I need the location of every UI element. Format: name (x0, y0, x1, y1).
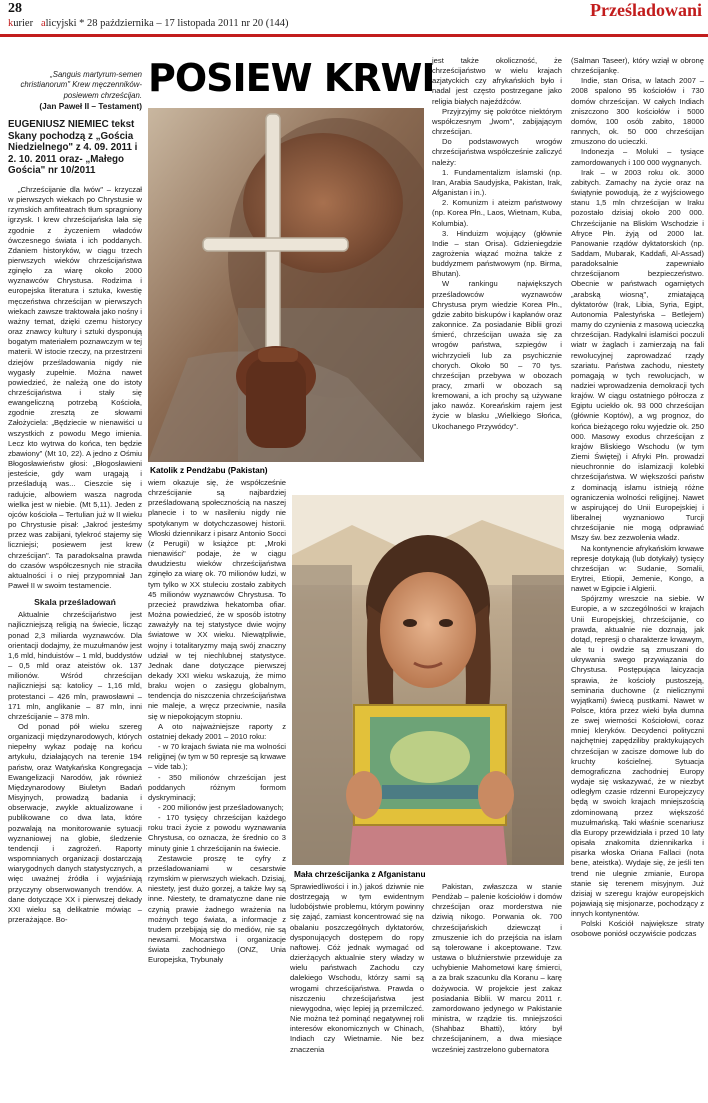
page-number: 28 (8, 1, 22, 16)
section-title: Prześladowani (590, 0, 702, 20)
body-paragraph: Spójrzmy wreszcie na siebie. W Europie, a w szczególności w krajach Unii Europejskiej, chrześcijanie, co prawda, aktualnie nie doznają, jak dotąd, represji o charakterze krwawym, ale tu i owdzie są zmuszani do ukrywania swego przywiązania do Chrystusa. Postępująca laicyzacja sprawia, że kościoły pustoszeją, seminaria duchowne (z nielicznymi wyjątkami) świecą pustkami. Nawet w Polsce, która przez wieki była dumna ze swej wierności Kościołowi, coraz mniej kleryków. Decydenci polityczni najchętniej zapędziliby praktykujących chrześcijan w zacisze domowe lub do kruchty kościelnej. Sytuacja demograficzna zachodniej Europy wydaje się wskazywać, że w niezbyt odległym czasie rdzenni Europejczycy będą w swoich krajach mniejszością zdominowaną przez większość muzułmańską. Taki właśnie scenariusz dla Europy przewidziała i przed 10 laty opisała znakomita dziennikarka i pisarka włoska Oriana Fallaci (nota bene, ateistka). Wydaje się, że jeśli ten trend nie ulegnie zmianie, Europa stanie się terenem misyjnym. Już dzisiaj w szeregu krajów europejskich pojawiają się misjonarze, pochodzący z innych kontynentów. (571, 594, 704, 919)
body-paragraph: (Salman Taseer), który wziął w obronę chrześcijankę. (571, 56, 704, 76)
pub-initial-k: k (8, 18, 14, 29)
body-paragraph: - 170 tysięcy chrześcijan każdego roku traci życie z powodu wyznawania Chrystusa, co oznacza, że średnio co 3 minuty ginie 1 chrześcijanin na świecie. (148, 813, 286, 853)
header-rule (0, 34, 708, 37)
photo-girl-caption: Mała chrześcijanka z Afganistanu (294, 869, 426, 879)
column-5 (571, 56, 704, 1100)
photo-girl-image (292, 495, 564, 865)
photo-cross-caption: Katolik z Pendżabu (Pakistan) (150, 465, 268, 475)
body-paragraph: - 350 milionów chrześcijan jest poddanych różnym formom dyskryminacji; (148, 772, 286, 802)
photo-cross (148, 108, 424, 462)
body-paragraph: Od ponad pół wieku szereg organizacji międzynarodowych, których niepełny wykaz podaję na końcu artykułu, działających na terenie 194 państw, oraz Watykańska Kongregacja Ewangelizacji Narodów, jak również Międzynarodowy Biuletyn Badań Misyjnych, prowadzą badania i obserwacje, zwykle aktualizowane i publikowane co dwa lata, które pozwalają na monitorowanie sytuacji wyznaniowej na globie, śledzenie tendencji i zagrożeń. Raporty wspomnianych organizacji dostarczają wiarygodnych danych statystycznych, a więc uważnej źródła i wyjaśniają przyczyny obserwowanych trendów. A dane dotyczące XX i pierwszej dekady XXI wieku są delikatnie mówiąc – przerażające. Bo- (8, 722, 142, 924)
body-paragraph: 2. Komunizm i ateizm państwowy (np. Korea Płn., Laos, Wietnam, Kuba, Kolumbia). (432, 198, 562, 228)
body-paragraph: 1. Fundamentalizm islamski (np. Iran, Arabia Saudyjska, Pakistan, Irak, Afganistan i in.). (432, 167, 562, 198)
column-4-top (432, 56, 562, 488)
body-paragraph: wiem okazuje się, że współcześnie chrześcijanie są najbardziej prześladowaną społecznością na naszej planecie i to w nasileniu nigdy nie spotykanym w dotychczasowej historii. Włoski dziennikarz i pisarz Antonio Socci (z Perugii) w książce pt: „Mroki nienawiści" podaje, że w ciągu dwudziestu wieków chrześcijaństwa zginęło za wiarę ok. 70 milionów ludzi, w tym tylko w XX stuleciu zostało zabitych 45 milionów wyznawców Chrystusa. To przecież prawdziwa hekatomba ofiar. Można powiedzieć, że w sposób istotny zaważyły na tej statystyce dwie wojny światowe w XX wieku. Niewątpliwie, wojny i totalitaryzmy mają swój znaczny udział w tej niechlubnej statystyce. Jednak dane dotyczące pierwszej dekady XXI wieku wskazują, że mimo braku wojen o zasięgu globalnym, tendencja do niszczenia chrześcijaństwa nie maleje, a wręcz przeciwnie, nasila się w niepokojącym stopniu. (148, 478, 286, 721)
column-1 (8, 70, 142, 1100)
column-2 (148, 478, 286, 1100)
body-paragraph: 3. Hinduizm wojujący (głównie Indie – stan Orisa). Gdzieniegdzie zagrożenia wiązać można także z buddyzmem państwowym (np. Birma, Bhutan). (432, 228, 562, 279)
body-paragraph: W rankingu największych prześladowców wyznawców Chrystusa prym wiedzie Korea Płn., gdzie zabito biskupów i kapłanów oraz zakonnice. Za posiadanie Biblii grozi śmierć, chrześcijan uważa się za wrogów państwa, szpiegów i wichrzycieli lub za psychicznie chorych. Około 50 – 70 tys. chrześcijan przebywa w obozach pracy, zmarli w obozach są kremowani, a ich prochy są używane jako nawóz. Koreańskim rajem jest życie w blasku „Wielkiego Słońca, Ukochanego Przywódcy". (432, 279, 562, 431)
body-paragraph: Do podstawowych wrogów chrześcijaństwa współcześnie zaliczyć należy: (432, 137, 562, 167)
body-paragraph: Przyjrzyjmy się pokrótce niektórym współczesnym „lwom", zabijającym chrześcijan. (432, 106, 562, 137)
pub-initial-a: a (40, 18, 46, 29)
body-paragraph: Indonezja – Moluki – tysiące zamordowanych i 100 000 wygnanych. (571, 147, 704, 167)
subheading: Skala prześladowań (34, 597, 116, 608)
issue-date: * 28 października – 17 listopada 2011 nr 20 (144) (79, 18, 289, 29)
body-paragraph: Zestawcie proszę te cyfry z prześladowaniami w cesarstwie rzymskim w pierwszych wiekach. Dzisiaj, niestety, jest dużo gorzej, a także lwy są inne. Niestety, te dramatyczne dane nie czynią prawie żadnego wrażenia na możnych tego świata, a informacje z trudem przebijają się do mediów, nie są newsami. Mocarstwa i organizacje świata zachodniego (ONZ, Unia Europejska, Trybunały (148, 853, 286, 965)
photo-girl (292, 495, 564, 865)
body-paragraph: - w 70 krajach świata nie ma wolności religijnej (w tym w 50 represje są krwawe – vide tab.); (148, 742, 286, 772)
issue-line: kurier alicyjski * 28 października – 17 listopada 2011 nr 20 (144) (8, 18, 289, 29)
body-paragraph: Sprawiedliwości i in.) jakoś dziwnie nie dostrzegają w tym ewidentnym ludobójstwie problemu, którym powinny się zająć, zamiast koncentrować się na obalaniu poszczególnych dyktatorów, dysponujących dostępem do ropy naftowej. Cóż jednak wymagać od dzierżących aktualnie stery władzy w wielu państwach Zachodu czy dalekiego Wschodu, którzy sami są wrogami chrześcijaństwa. Prawda o niszczeniu chrześcijaństwa jest niewygodna, więc lepiej ją przemilczeć. Nie można też pominąć negatywnej roli interesów ekonomicznych w Chinach, Indiach czy Wietnamie. Nie bez znaczenia (290, 882, 424, 1054)
body-paragraph: Irak – w 2003 roku ok. 3000 zabitych. Zamachy na życie oraz na świątynie powodują, że z wyjściowego stanu 1,5 mln chrześcijan w Iraku pozostało dzisiaj około 200 000. Chrześcijanie na Bliskim Wschodzie i Afryce Płn. żyją od 2000 lat. Panowanie rządów dyktatorskich (np. Saddam, Mubarak, Kaddafi, Al-Assad) paradoksalnie zapewniało chrześcijanom bezpieczeństwo. Obecnie w państwach ogarniętych „arabską wiosną", zmiatającą dyktatorów (Irak, Libia, Syria, Egipt, Autonomia Palestyńska – Betlejem) mamy do czynienia z masową ucieczką chrześcijan. Radykalni islamiści poczuli wiatr w żaglach i zamierzają na fali rewolucyjnej zaprowadzać rządy szariatu. Państwa zachodu, niestety pomagają w tych rewolucjach, w nadziei wprowadzenia demokracji tych krajów. W ciągu ostatniego półrocza z Egiptu uciekło ok. 93 000 chrześcijan (głównie Koptów), a wg prognoz, do końca bieżącego roku wyjedzie ok. 250 000. Masowy exodus chrześcijan z krajów Bliskiego Wschodu (w tym Ziemi Świętej) i Afryki Płn. prowadzi nieuchronnie do islamizacji kolebki chrześcijaństwa. W większości państw z dominacją islamu istnieją różne ograniczenia wolności religijnej. Nawet w aspirującej do Unii Europejskiej i liberalnej wyznaniowo Turcji chrześcijanie nie mogą odprawiać Mszy św. bez zezwolenia władz. (571, 167, 704, 543)
motto: „Sanguis martyrum-semen christianorum" Krew męczenników-posiewem chrześcijan. (20, 70, 142, 100)
motto-source: (Jan Paweł II – Testament) (39, 101, 142, 112)
body-paragraph: A oto najważniejsze raporty z ostatniej dekady 2001 – 2010 roku: (148, 721, 286, 741)
body-paragraph: Aktualnie chrześcijaństwo jest najliczniejszą religią na świecie, licząc ponad 2,3 miliarda wyznawców. Dla orientacji dodajmy, że muzułmanów jest 1,6 mld, hinduistów – 1 mld, buddystów – 0,5 mld oraz ateistów ok. 137 milionów. Wśród chrześcijan najliczniejsi są: katolicy – 1,16 mld, protestanci – 426 mln, prawosławni – 171 mln, anglikanie – 87 mln, inni chrześcijanie – 378 mln. (8, 610, 142, 721)
body-paragraph: Na kontynencie afrykańskim krwawe represje dotykają (lub dotykały) tysięcy chrześcijan w: Sudanie, Somalii, Erytrei, Etiopii, Jemenie, Kongo, a nawet w Egipcie i Algierii. (571, 543, 704, 594)
body-paragraph: Polski Kościół największe straty osobowe poniósł oczywiście podczas (571, 919, 704, 939)
article-credit: EUGENIUSZ NIEMIEC tekst Skany pochodzą z „Gościa Niedzielnego" z 4. 09. 2011 i 2. 10. 2011 oraz- „Małego Gościa" nr 10/2011 (8, 119, 138, 177)
article-title: POSIEW KRWI (148, 56, 435, 100)
column-4-bottom (432, 882, 562, 1100)
photo-cross-image (148, 108, 424, 462)
body-paragraph: - 200 milionów jest prześladowanych; (158, 803, 284, 812)
column-3 (290, 882, 424, 1100)
body-paragraph: Indie, stan Orisa, w latach 2007 – 2008 spalono 95 kościołów i 730 domów chrześcijan. W całych Indiach zniszczono 300 kościołów i 5000 domów, 100 osób zabito, 18000 rannych, ok. 50 000 chrześcijan zmuszono do ucieczki. (571, 76, 704, 147)
body-paragraph: „Chrześcijanie dla lwów" – krzyczał w pierwszych wiekach po Chrystusie w rzymskich amfiteatrach tłum spragniony igrzysk. I krew chrześcijańska lała się zgodnie z życzeniem władców ówczesnego świata i ich poddanych. Zdaniem historyków, w ciągu trzech pierwszych wieków chrześcijaństwa zginęło za wiarę około 2000 wyznawców Chrystusa. Rodzima i europejska literatura i sztuka, kwestię męczeństwa chrześcijan w pierwszych wiekach zawsze traktowała jako nośny i ważny temat, dzięki czemu historycy oraz znawcy kultury i sztuki dysponują bogatym materiałem poznawczym w tej materii. W istocie rzeczy, na przestrzeni dziejów prześladowania nigdy nie wygasły zupełnie. Można nawet powiedzieć, że należą one do istoty chrześcijaństwa i stały się ewangeliczną potrzebą Kościoła, zgodnie zresztą ze słowami Założyciela: „Będziecie w nienawiści u wszystkich z powodu Mego imienia. Lecz kto wytrwa do końca, ten będzie zbawiony" (Mt 10, 22). A jedno z Ośmiu Błogosławieństw głosi: „Błogosławieni jesteście, gdy wam urągają i prześladują was... Cieszcie się i radujcie, albowiem wasza nagroda wielka jest w niebie. (Mt 5,11). Jeden z ojców kościoła – Tertulian już w II wieku po Chrystusie pisał: „Jakroć jesteśmy przez was zabijani, tylekroć stajemy się liczniejsi; posiewem jest krew chrześcijan". Ta paradoksalna prawda do czasów współczesnych nie straciła aktualności i o niej przypomniał Jan Paweł II w swoim testamencie. (8, 184, 142, 590)
body-paragraph: Pakistan, zwłaszcza w stanie Pendżab – palenie kościołów i domów chrześcijan oraz morderstwa nie dziwią nikogo. Porwania ok. 700 chrześcijańskich dziewcząt i zmuszenie ich do przejścia na islam są tolerowane i akceptowane. Tzw. ustawa o bluźnierstwie przewiduje za uchybienie Mahometowi karę śmierci, a za brak szacunku dla Koranu – karę dożywocia. W projekcie jest zakaz posiadania Biblii. W marcu 2011 r. zamordowano jedynego w Pakistanie ministra, w rządzie tis. mniejszości (Shahbaz Bhatti), który był chrześcijaninem, a dwa miesiące wcześniej zastrzelono gubernatora (432, 882, 562, 1054)
page-header (0, 0, 708, 34)
body-paragraph: jest także okoliczność, że chrześcijaństwo w wielu krajach azjatyckich czy afrykańskich było i nadal jest często postrzegane jako religia białych najeźdźców. (432, 56, 562, 106)
